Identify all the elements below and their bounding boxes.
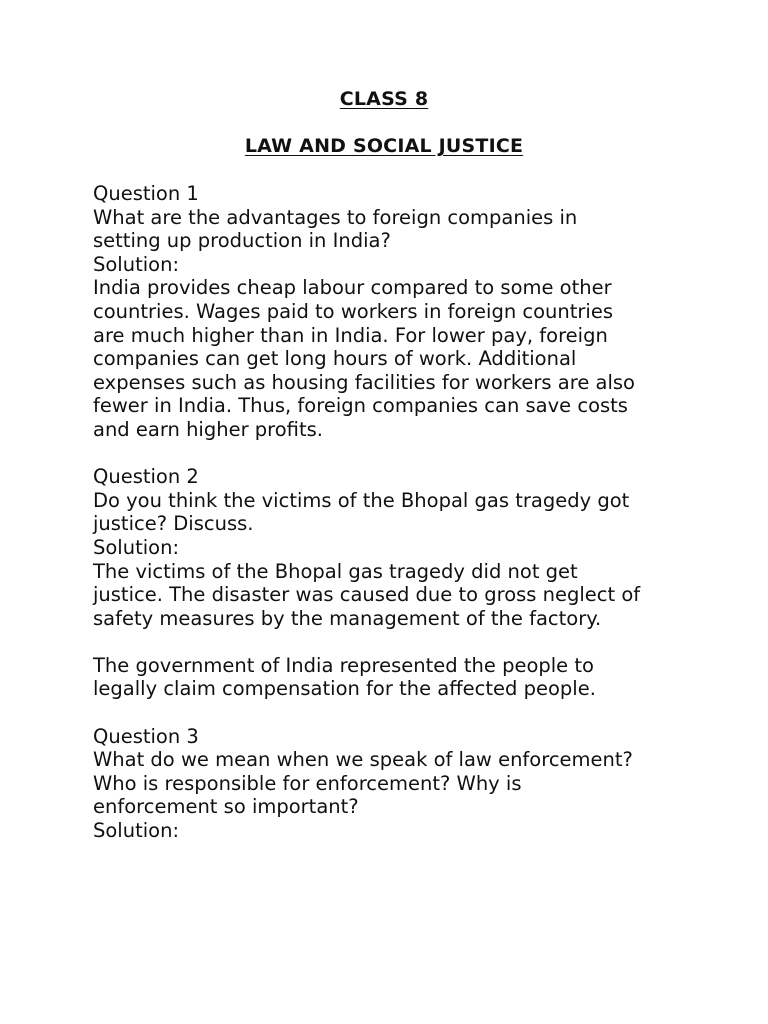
answer-line: countries. Wages paid to workers in foreign countries	[93, 299, 613, 323]
document-body	[93, 182, 693, 843]
question-text-line: setting up production in India?	[93, 229, 391, 253]
answer-line: expenses such as housing facilities for workers are also	[93, 370, 635, 394]
subject-title: LAW AND SOCIAL JUSTICE	[244, 135, 524, 157]
answer-line: legally claim compensation for the affected people.	[93, 677, 596, 701]
question-text-line: Who is responsible for enforcement? Why is	[93, 771, 522, 795]
question-text-line: Do you think the victims of the Bhopal gas tragedy got	[93, 488, 630, 512]
solution-label: Solution:	[93, 252, 180, 276]
paragraph-spacer	[93, 630, 693, 654]
solution-label: Solution:	[93, 819, 180, 843]
class-title: CLASS 8	[339, 88, 429, 110]
answer-line: India provides cheap labour compared to some other	[93, 276, 612, 300]
answer-line: The victims of the Bhopal gas tragedy did not get	[93, 559, 578, 583]
answer-line: are much higher than in India. For lower pay, foreign	[93, 323, 608, 347]
question-text-line: What are the advantages to foreign companies in	[93, 205, 578, 229]
paragraph-spacer	[93, 701, 693, 725]
question-label: Question 2	[93, 465, 199, 489]
answer-line: justice. The disaster was caused due to gross neglect of	[93, 583, 641, 607]
answer-line: fewer in India. Thus, foreign companies can save costs	[93, 394, 628, 418]
question-label: Question 1	[93, 182, 199, 205]
question-text-line: enforcement so important?	[93, 795, 359, 819]
question-label: Question 3	[93, 724, 199, 748]
paragraph-spacer	[93, 442, 693, 466]
answer-line: safety measures by the management of the factory.	[93, 606, 602, 630]
answer-line: The government of India represented the people to	[93, 653, 594, 677]
question-text-line: What do we mean when we speak of law enforcement?	[93, 748, 633, 772]
solution-label: Solution:	[93, 535, 180, 559]
question-text-line: justice? Discuss.	[93, 512, 254, 536]
answer-line: companies can get long hours of work. Additional	[93, 347, 577, 371]
answer-line: and earn higher profits.	[93, 417, 323, 441]
